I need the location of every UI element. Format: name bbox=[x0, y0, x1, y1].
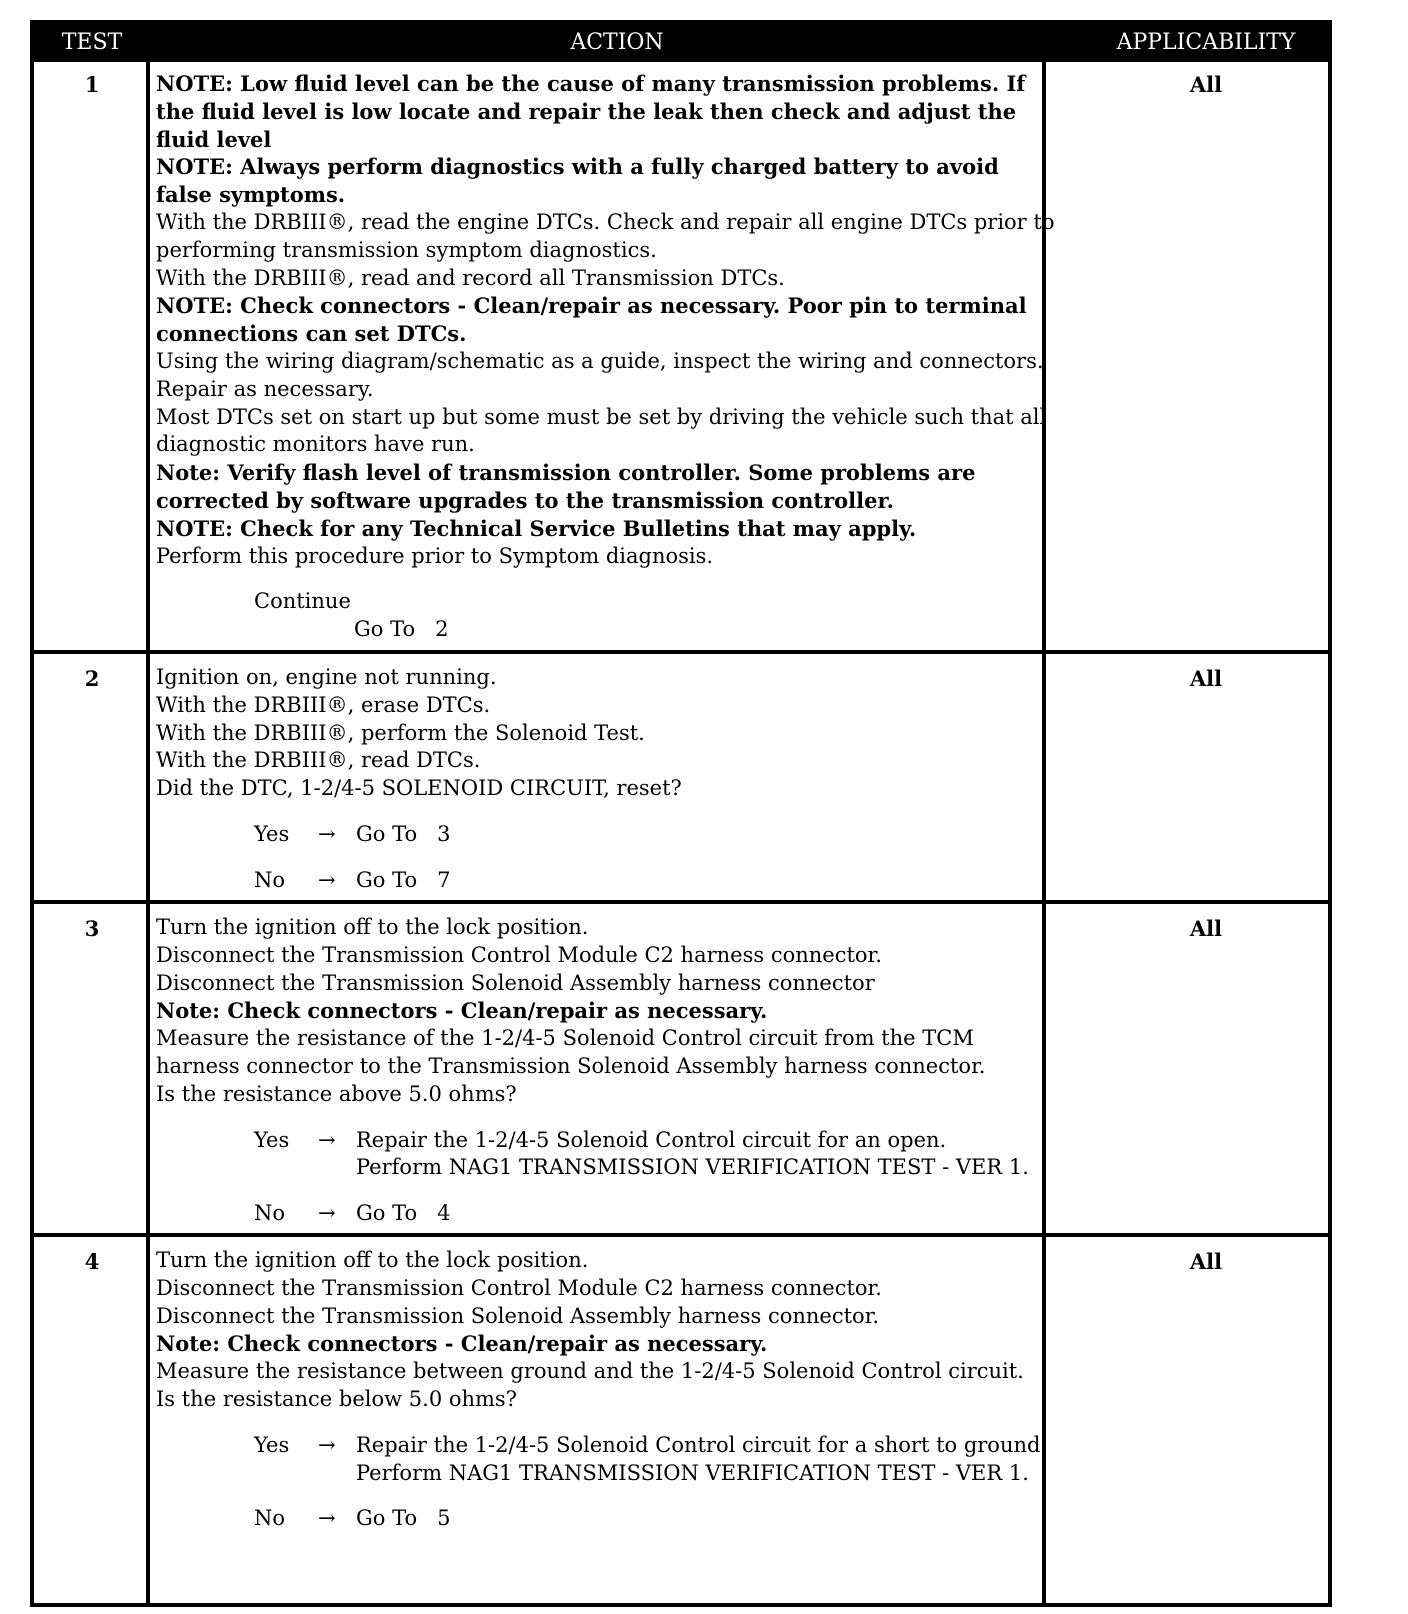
no-option bbox=[156, 1505, 1060, 1533]
no-option bbox=[156, 867, 1060, 895]
step-text: With the DRBIII®, read the engine DTCs. Check and repair all engine DTCs prior to performing transmission symptom diagnostics. bbox=[156, 209, 1055, 262]
diagnostic-table bbox=[30, 20, 1332, 1607]
note-text: NOTE: Check connectors - Clean/repair as necessary. Poor pin to terminal connections can set DTCs. bbox=[156, 293, 1027, 347]
yes-label: Yes bbox=[254, 1432, 290, 1457]
arrow-icon: → bbox=[318, 1506, 336, 1531]
note-text: NOTE: Always perform diagnostics with a fully charged battery to avoid false symptoms. bbox=[156, 154, 999, 208]
test-number: 3 bbox=[84, 916, 100, 941]
step-text: Measure the resistance between ground and the 1-2/4-5 Solenoid Control circuit. bbox=[156, 1359, 1024, 1384]
no-label: No bbox=[254, 867, 286, 892]
continue-label: Continue bbox=[254, 589, 351, 614]
no-result: Go To 5 bbox=[356, 1506, 451, 1531]
yes-label: Yes bbox=[254, 821, 290, 846]
step-text: With the DRBIII®, perform the Solenoid Test. bbox=[156, 720, 645, 745]
test-action bbox=[156, 1247, 1060, 1533]
test-number: 4 bbox=[84, 1249, 100, 1274]
step-text: Disconnect the Transmission Solenoid Assembly harness connector bbox=[156, 970, 875, 995]
step-text: Most DTCs set on start up but some must be set by driving the vehicle such that all diagnostic monitors have run. bbox=[156, 404, 1047, 457]
applicability-value: All bbox=[1189, 916, 1223, 941]
step-text: Is the resistance above 5.0 ohms? bbox=[156, 1081, 517, 1106]
arrow-icon: → bbox=[318, 1201, 336, 1226]
step-text: Using the wiring diagram/schematic as a guide, inspect the wiring and connectors. Repair as necessary. bbox=[156, 348, 1044, 401]
header-test: TEST bbox=[61, 30, 123, 55]
note-text: Note: Check connectors - Clean/repair as necessary. bbox=[156, 1331, 768, 1357]
step-text: Perform this procedure prior to Symptom diagnosis. bbox=[156, 543, 714, 568]
note-text: Note: Check connectors - Clean/repair as necessary. bbox=[156, 998, 768, 1024]
step-text: Turn the ignition off to the lock position. bbox=[156, 915, 589, 939]
goto-option bbox=[156, 616, 1060, 644]
test-number: 2 bbox=[84, 666, 100, 691]
yes-option bbox=[156, 821, 1060, 849]
continue-option bbox=[156, 588, 1060, 616]
yes-result-verify: Perform NAG1 TRANSMISSION VERIFICATION TEST - VER 1. bbox=[356, 1460, 1029, 1485]
row-divider bbox=[34, 650, 1328, 654]
row-divider bbox=[34, 1233, 1328, 1237]
step-text: Disconnect the Transmission Control Module C2 harness connector. bbox=[156, 942, 882, 967]
step-text: Disconnect the Transmission Solenoid Assembly harness connector. bbox=[156, 1303, 880, 1328]
yes-label: Yes bbox=[254, 1127, 290, 1152]
arrow-icon: → bbox=[318, 867, 336, 892]
yes-result-verify: Perform NAG1 TRANSMISSION VERIFICATION TEST - VER 1. bbox=[356, 1155, 1029, 1180]
step-text: Is the resistance below 5.0 ohms? bbox=[156, 1386, 517, 1411]
test-action bbox=[156, 664, 1060, 895]
step-text: With the DRBIII®, read and record all Transmission DTCs. bbox=[156, 265, 785, 290]
goto-result: Go To 2 bbox=[354, 617, 449, 642]
note-text: NOTE: Low fluid level can be the cause of many transmission problems. If the fluid level is low locate and repair the leak then check and adjust the fluid level bbox=[156, 71, 1026, 152]
step-text: Disconnect the Transmission Control Module C2 harness connector. bbox=[156, 1275, 882, 1300]
applicability-value: All bbox=[1189, 1249, 1223, 1274]
no-result: Go To 4 bbox=[356, 1201, 451, 1226]
no-label: No bbox=[254, 1201, 286, 1226]
yes-result: Go To 3 bbox=[356, 821, 451, 846]
column-divider-left bbox=[146, 62, 150, 1607]
yes-option bbox=[156, 1432, 1060, 1488]
table-header bbox=[34, 24, 1328, 62]
step-text: Did the DTC, 1-2/4-5 SOLENOID CIRCUIT, reset? bbox=[156, 776, 682, 801]
arrow-icon: → bbox=[318, 1127, 336, 1152]
applicability-value: All bbox=[1189, 72, 1223, 97]
step-text: Ignition on, engine not running. bbox=[156, 665, 497, 689]
note-text: NOTE: Check for any Technical Service Bulletins that may apply. bbox=[156, 515, 917, 541]
no-result: Go To 7 bbox=[356, 867, 451, 892]
yes-option bbox=[156, 1127, 1060, 1183]
applicability-value: All bbox=[1189, 666, 1223, 691]
header-applicability: APPLICABILITY bbox=[1116, 30, 1296, 55]
note-text: Note: Verify flash level of transmission controller. Some problems are corrected by software upgrades to the transmission controller. bbox=[156, 460, 976, 513]
test-action bbox=[156, 70, 1060, 644]
test-action bbox=[156, 914, 1060, 1228]
step-text: With the DRBIII®, erase DTCs. bbox=[156, 692, 491, 717]
step-text: Measure the resistance of the 1-2/4-5 Solenoid Control circuit from the TCM harness connector to the Transmission Solenoid Assembly harness connector. bbox=[156, 1026, 986, 1078]
row-divider bbox=[34, 900, 1328, 904]
no-label: No bbox=[254, 1506, 286, 1531]
arrow-icon: → bbox=[318, 821, 336, 846]
yes-result: Repair the 1-2/4-5 Solenoid Control circuit for an open. bbox=[356, 1127, 947, 1152]
arrow-icon: → bbox=[318, 1432, 336, 1457]
test-number: 1 bbox=[84, 72, 100, 97]
yes-result: Repair the 1-2/4-5 Solenoid Control circuit for a short to ground. bbox=[356, 1432, 1048, 1457]
header-action: ACTION bbox=[570, 30, 664, 55]
step-text: Turn the ignition off to the lock position. bbox=[156, 1248, 589, 1272]
no-option bbox=[156, 1200, 1060, 1228]
step-text: With the DRBIII®, read DTCs. bbox=[156, 748, 481, 773]
